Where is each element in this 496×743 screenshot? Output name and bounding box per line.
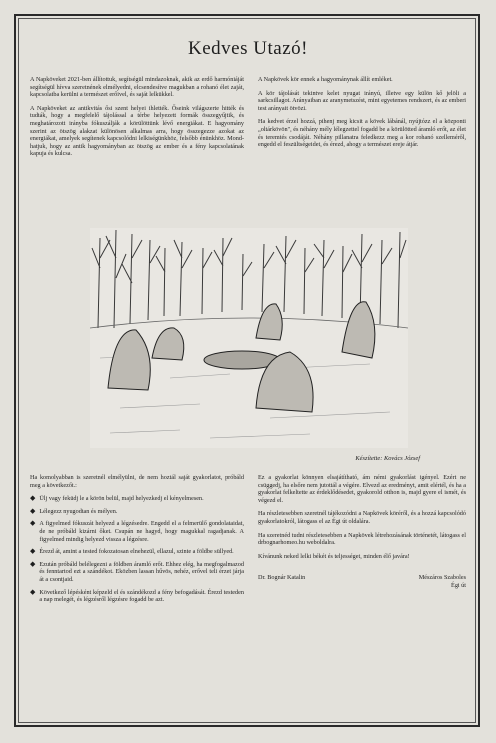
- practice-column-left: [30, 474, 244, 609]
- signatures: [258, 574, 466, 589]
- list-item-text: Ülj vagy feküdj le a körön belül, majd helyezkedj el kényelmesen.: [39, 495, 204, 503]
- signature-right-name: Mészáros Szaboles: [418, 574, 466, 582]
- bullet-icon: ◆: [30, 559, 36, 568]
- bullet-icon: ◆: [30, 587, 36, 596]
- bullet-icon: ◆: [30, 519, 36, 528]
- list-item: [30, 561, 244, 584]
- list-item-text: Lélegezz nyugodtan és mélyen.: [39, 507, 118, 515]
- practice-column-right: [258, 474, 466, 590]
- list-item: [30, 495, 244, 503]
- list-item-text: A figyelmed fókuszát helyezd a légzésedre. Engedd el a felmerülő gondolataidat, de ne próbáld kizárni őket. Csupán ne hagyd, hogy magukkal ragadjanak. A figyelmed mindig helyezd vissza a légzésre.: [39, 520, 244, 543]
- signature-right-org: Égi út: [451, 581, 466, 589]
- bullet-icon: ◆: [30, 547, 36, 556]
- paragraph: A Napköveket 2021-ben állítottuk, segítségül mindazoknak, akik az erdő harmóniáját segítségül hívva szeretnének elmélyedni, elcsendesítve magukban a rohanó élet zaját, kapcsolatba kerülni a természet erőivel, és saját lelkükkel.: [30, 76, 244, 99]
- paragraph: Ha részletesebben szeretnél tájékozódni a Napkövek köréről, és a hozzá kapcsolódó gyakorlatokról, látogass el az Égi út oldalára.: [258, 510, 466, 525]
- list-item-text: Következő lépésként képzeld el és szándékozd a fény befogadását. Érezd testeden a nap melegét, és légzésről légzésre fogadd be azt.: [39, 588, 244, 604]
- paragraph: A Napköveket az antikvitás ősi szent helyei ihlették. Őseink világszerte hitték és tudták, hogy a megfelelő tájolással a térbe helyezett formák összegyűjtik, és meghatározott irányba fókuszálják a körülöttünk lévő energiákat. E hagyomány szerint az ötszög alakzat különösen alkalmas arra, hogy összegezze azokat az energiákat, amelyek segítenek kapcsolódni lelkiségünkhöz, felsőbb énünkhöz. Mondhatjuk, hogy az antik hagyományban az ötszög az ember és a fény kapcsolatának kapuja és kulcsa.: [30, 104, 244, 158]
- intro-column-left: [30, 76, 244, 164]
- intro-column-right: [258, 76, 466, 155]
- signature-left: Dr. Bognár Katalin: [258, 574, 306, 582]
- list-item: [30, 520, 244, 543]
- page-title: Kedves Utazó!: [188, 38, 308, 59]
- paragraph: Ha szeretnéd tudni részletesebben a Napkövek létrehozásának történetét, látogass el drbognarhomeo.hu weboldalra.: [258, 531, 466, 547]
- signature-right: [419, 574, 466, 589]
- list-item: [30, 548, 244, 556]
- paragraph: A kör tájolását tekintve kelet nyugat irányú, illetve egy külön kő jelöli a sarkcsillagot. Arányaiban az aranymetszést, mint egyetemes rendszert, és az emberi test arányait ötvözi.: [258, 89, 466, 112]
- list-item-text: Érezd át, amint a tested fokozatosan elnehezül, ellazul, szinte a földbe süllyed.: [39, 548, 234, 556]
- paragraph: Ha komolyabban is szeretnél elmélyülni, de nem hoztál saját gyakorlatot, próbáld meg a következőt.:: [30, 474, 244, 489]
- paragraph: Ha kedvet érzel hozzá, pihenj meg kicsit a kövek lábánál, nyújtózz el a központi „oltárkövön", és néhány mély lélegzettel fogadd be a körülötted áramló erőt, az élet és teremtés csodáját. Néhány pillanatra feledkezz meg a kor rohanó szelleméről, engedd el feszültségeidet, és érezd, ahogy a természet ereje átjár.: [258, 118, 466, 149]
- list-item-text: Ezután próbáld belélegezni a földben áramló erőt. Ehhez elég, ha megfogalmazod és fenntartod ezt a szándékot. Eközben lassan hűvös, nehéz, erővel teli érzet járja át a csontjaid.: [39, 560, 244, 583]
- list-item: [30, 508, 244, 516]
- illustration-credit: Készítette: Kovács József: [355, 455, 420, 462]
- paragraph: A Napkövek kör ennek a hagyománynak állít emléket.: [258, 76, 393, 83]
- bullet-icon: ◆: [30, 506, 36, 515]
- list-item: [30, 589, 244, 604]
- paragraph: Ez a gyakorlat könnyen elsajátítható, ám némi gyakorlást igényel. Ezért ne csüggedj, ha elsőre nem jutottál a végére. Elvezd az eredményt, amit elértél, és ha a gyakorlat felkeltette az érdeklődésedet, gyakorold otthon is, majd gyere el ismét, és végezd el.: [258, 474, 466, 504]
- bullet-icon: ◆: [30, 494, 36, 503]
- stone-circle-illustration: [90, 228, 408, 448]
- paragraph: Kívánunk neked lelki békét és teljességet, minden élő javára!: [258, 552, 410, 560]
